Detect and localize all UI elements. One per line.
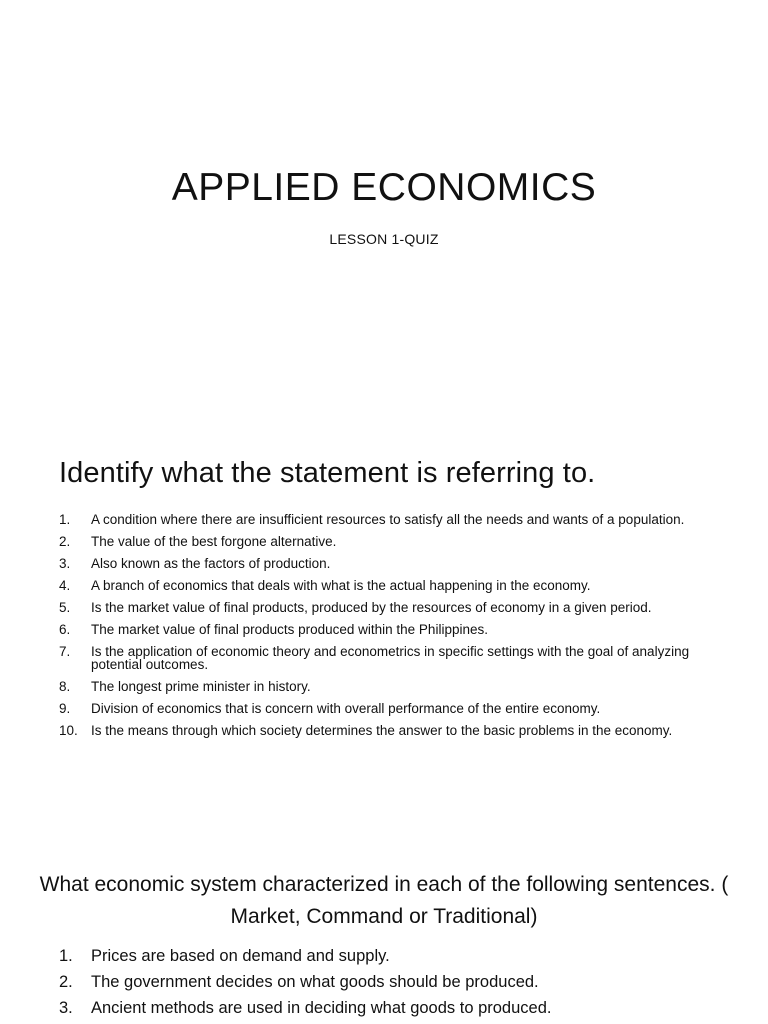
question-item	[59, 645, 719, 671]
system-text: The government decides on what goods should be produced.	[91, 973, 539, 991]
economic-system-list	[59, 943, 719, 1021]
question-item	[59, 513, 719, 526]
system-item	[59, 969, 719, 995]
question-item	[59, 623, 719, 636]
question-text: A condition where there are insufficient resources to satisfy all the needs and wants of a population.	[91, 512, 685, 527]
question-item	[59, 680, 719, 693]
identify-question-list	[59, 513, 719, 746]
question-text: Also known as the factors of production.	[91, 556, 331, 571]
question-item	[59, 535, 719, 548]
question-number: 7.	[59, 644, 71, 659]
system-number: 2.	[59, 973, 73, 991]
question-text: The market value of final products produced within the Philippines.	[91, 622, 488, 637]
system-number: 3.	[59, 999, 73, 1017]
economic-system-heading	[0, 869, 768, 933]
question-number: 4.	[59, 578, 71, 593]
economic-system-slide	[0, 832, 768, 1024]
question-item	[59, 724, 719, 737]
question-number: 9.	[59, 701, 71, 716]
heading-line-2: Market, Command or Traditional)	[230, 905, 538, 928]
question-item	[59, 702, 719, 715]
system-text: Prices are based on demand and supply.	[91, 947, 390, 965]
system-item	[59, 943, 719, 969]
title-slide	[0, 0, 768, 432]
question-text: The longest prime minister in history.	[91, 679, 311, 694]
slide-title: APPLIED ECONOMICS	[171, 166, 597, 209]
question-number: 5.	[59, 600, 71, 615]
question-text: Division of economics that is concern with overall performance of the entire economy.	[91, 701, 601, 716]
heading-line-1: What economic system characterized in each of the following sentences. (	[39, 873, 729, 896]
question-text: A branch of economics that deals with what is the actual happening in the economy.	[91, 578, 591, 593]
question-item	[59, 579, 719, 592]
question-text: Is the application of economic theory and econometrics in specific settings with the goal of analyzing potential outcomes.	[91, 644, 690, 672]
slide-subtitle: LESSON 1-QUIZ	[329, 231, 439, 247]
question-number: 8.	[59, 679, 71, 694]
question-item	[59, 601, 719, 614]
identify-heading: Identify what the statement is referring to.	[59, 457, 596, 489]
question-number: 2.	[59, 534, 71, 549]
question-text: Is the market value of final products, produced by the resources of economy in a given period.	[91, 600, 652, 615]
system-item	[59, 995, 719, 1021]
question-number: 10.	[59, 723, 78, 738]
question-number: 1.	[59, 512, 71, 527]
question-text: Is the means through which society determines the answer to the basic problems in the economy.	[91, 723, 673, 738]
question-number: 6.	[59, 622, 71, 637]
identify-slide	[0, 432, 768, 832]
question-text: The value of the best forgone alternative.	[91, 534, 337, 549]
system-text: Ancient methods are used in deciding what goods to produced.	[91, 999, 552, 1017]
system-number: 1.	[59, 947, 73, 965]
question-number: 3.	[59, 556, 71, 571]
question-item	[59, 557, 719, 570]
